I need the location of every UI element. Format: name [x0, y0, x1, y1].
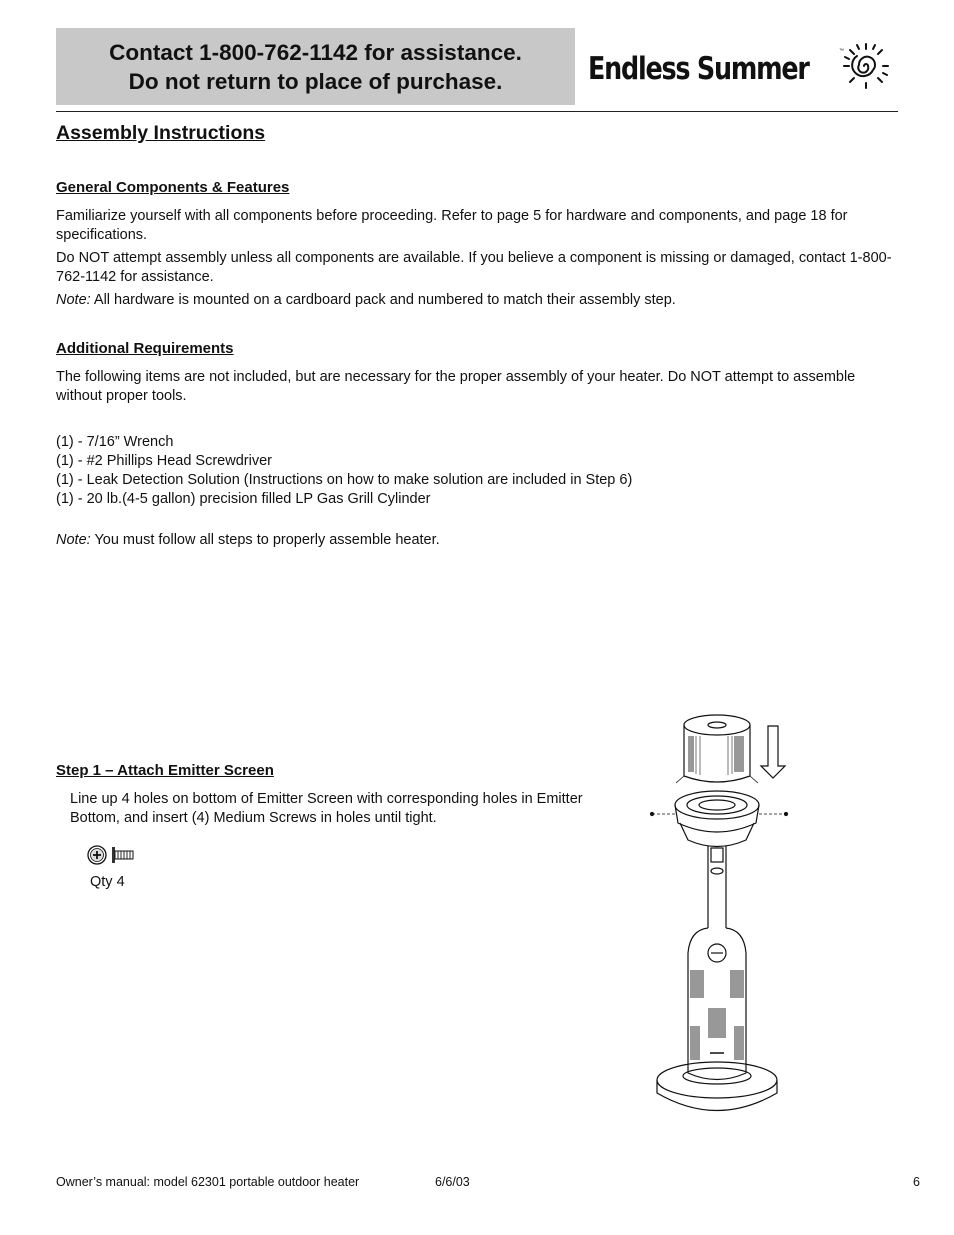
brand-name: Endless Summer [588, 51, 809, 87]
additional-paragraph: The following items are not included, but are necessary for the proper assembly of your heater. Do NOT attempt to assemble without proper tools. [56, 369, 856, 404]
phillips-screw-icon [87, 843, 137, 869]
requirements-list [56, 433, 632, 509]
page-title: Assembly Instructions [56, 122, 266, 144]
page-number: 6 [913, 1175, 920, 1189]
general-paragraph-1: Familiarize yourself with all components before proceeding. Refer to page 5 for hardware and components, and page 18 for specifications. [56, 208, 848, 243]
trademark-mark: ™ [839, 48, 844, 54]
contact-banner [56, 28, 575, 105]
requirement-item: (1) - Leak Detection Solution (Instructions on how to make solution are included in Step 6) [56, 472, 633, 488]
additional-note [56, 531, 901, 550]
footer-date: 6/6/03 [435, 1175, 470, 1189]
step-1-instructions: Line up 4 holes on bottom of Emitter Screen with corresponding holes in Emitter Bottom, and insert (4) Medium Screws in holes until tight. [70, 791, 583, 826]
note-label: Note: [56, 292, 91, 308]
note-label: Note: [56, 532, 91, 548]
sun-swirl-icon [842, 42, 890, 90]
brand-logo [588, 44, 857, 94]
requirement-item: (1) - 7/16” Wrench [56, 434, 174, 450]
general-paragraph-2: Do NOT attempt assembly unless all components are available. If you believe a component is missing or damaged, contact 1-800-762-1142 for assistance. [56, 250, 892, 285]
footer-manual-title: Owner’s manual: model 62301 portable outdoor heater [56, 1175, 360, 1189]
heater-assembly-illustration [640, 708, 800, 1123]
note-text: All hardware is mounted on a cardboard pack and numbered to match their assembly step. [90, 292, 676, 308]
general-note [56, 291, 901, 310]
note-text: You must follow all steps to properly assemble heater. [90, 532, 440, 548]
quantity-label: Qty 4 [90, 874, 125, 890]
contact-line-2: Do not return to place of purchase. [128, 68, 503, 94]
requirement-item: (1) - #2 Phillips Head Screwdriver [56, 453, 272, 469]
contact-line-1: Contact 1-800-762-1142 for assistance. [109, 39, 522, 65]
header-divider [56, 111, 898, 112]
requirement-item: (1) - 20 lb.(4-5 gallon) precision filled LP Gas Grill Cylinder [56, 491, 431, 507]
additional-requirements-heading: Additional Requirements [56, 340, 234, 357]
step-1-heading: Step 1 – Attach Emitter Screen [56, 762, 274, 779]
general-components-heading: General Components & Features [56, 179, 290, 196]
